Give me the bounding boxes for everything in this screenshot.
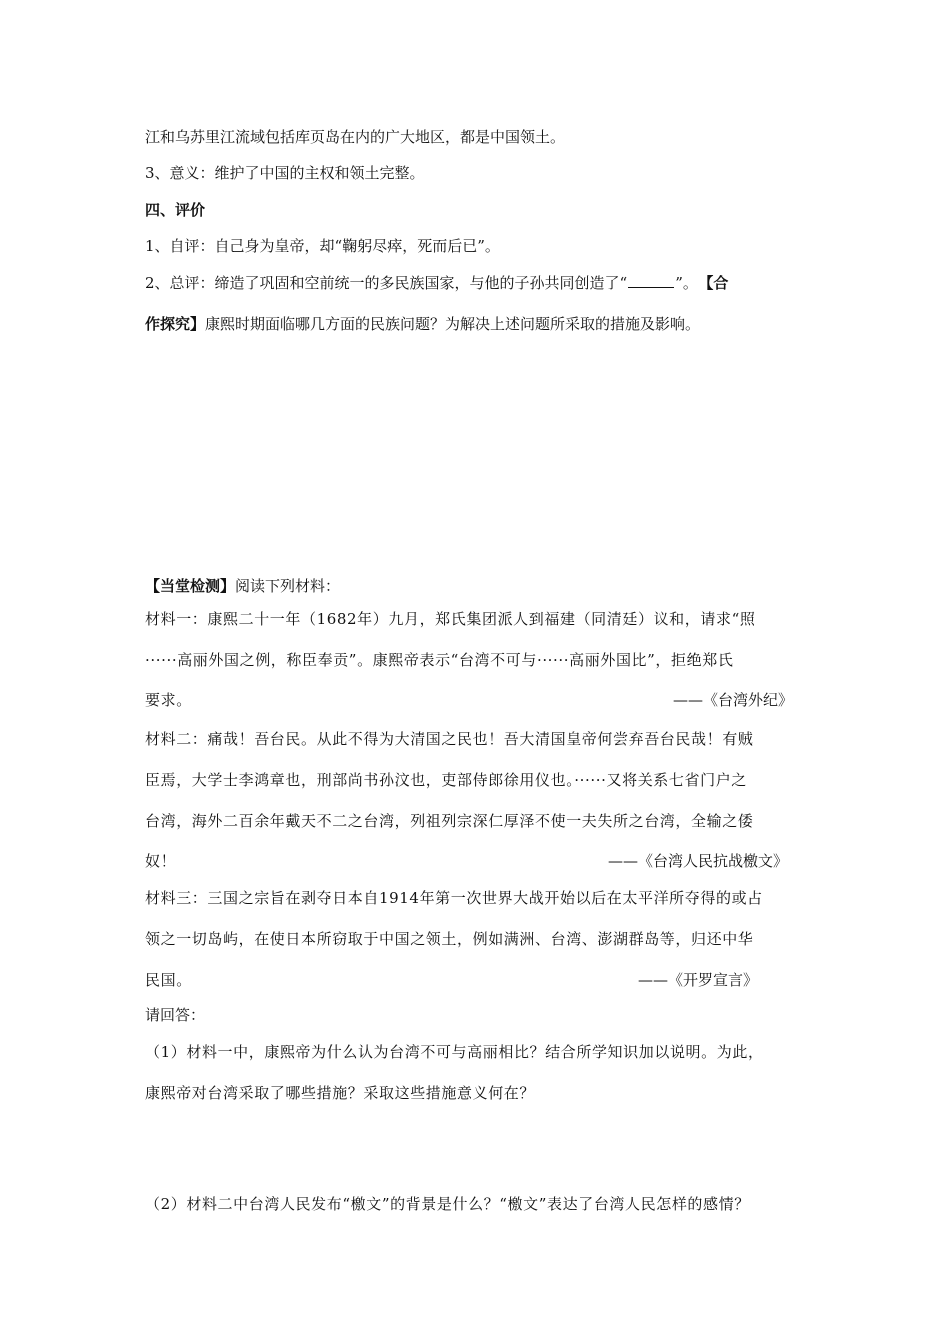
self-evaluation: 1、自评：自己身为皇帝，却“鞠躬尽瘁，死而后已”。 xyxy=(145,237,500,255)
material-1-line: ······高丽外国之例，称臣奉贡”。康熙帝表示“台湾不可与······高丽外国比”，拒绝郑氏 xyxy=(145,651,734,669)
classroom-check xyxy=(145,576,340,596)
material-3-line: 领之一切岛屿，在使日本所窃取于中国之领土，例如满洲、台湾、澎湖群岛等，归还中华 xyxy=(145,930,754,948)
overall-evaluation-text: 2、总评：缔造了巩固和空前统一的多民族国家，与他的子孙共同创造了“ xyxy=(145,274,628,292)
cooperative-inquiry xyxy=(145,314,700,334)
material-3-line: 材料三：三国之宗旨在剥夺日本自1914年第一次世界大战开始以后在太平洋所夺得的或占 xyxy=(145,889,763,907)
cooperative-inquiry-text: 康熙时期面临哪几方面的民族问题？为解决上述问题所采取的措施及影响。 xyxy=(205,315,701,333)
cooperative-inquiry-label-b: 作探究】 xyxy=(145,315,206,333)
material-3-source: ——《开罗宣言》 xyxy=(638,971,759,989)
material-2-line: 台湾，海外二百余年戴天不二之台湾，列祖列宗深仁厚泽不使一夫失所之台湾，全输之倭 xyxy=(145,812,754,830)
material-2-line: 臣焉，大学士李鸿章也，刑部尚书孙汶也，吏部侍郎徐用仪也。······又将关系七省门户之 xyxy=(145,771,747,789)
question-1-line: （1）材料一中，康熙帝为什么认为台湾不可与高丽相比？结合所学知识加以说明。为此， xyxy=(145,1043,764,1061)
material-2-source: ——《台湾人民抗战檄文》 xyxy=(608,852,789,870)
meaning-point: 3、意义：维护了中国的主权和领土完整。 xyxy=(145,164,425,182)
material-2-line: 奴！ xyxy=(145,852,177,870)
cooperative-inquiry-label-a: 【合 xyxy=(705,274,729,292)
material-1-source: ——《台湾外纪》 xyxy=(673,691,794,709)
question-2: （2）材料二中台湾人民发布“檄文”的背景是什么？“檄文”表达了台湾人民怎样的感情？ xyxy=(145,1195,750,1213)
answer-prompt: 请回答： xyxy=(145,1006,206,1024)
classroom-check-label: 【当堂检测】 xyxy=(145,577,236,595)
material-1-line: 要求。 xyxy=(145,691,192,709)
classroom-check-intro: 阅读下列材料： xyxy=(235,577,341,595)
question-1-line: 康熙帝对台湾采取了哪些措施？采取这些措施意义何在？ xyxy=(145,1084,536,1102)
material-1-line: 材料一：康熙二十一年（1682年）九月，郑氏集团派人到福建（同清廷）议和，请求“照 xyxy=(145,610,756,628)
material-2-line: 材料二：痛哉！吾台民。从此不得为大清国之民也！吾大清国皇帝何尝弃吾台民哉！有贼 xyxy=(145,730,754,748)
text-line: 江和乌苏里江流域包括库页岛在内的广大地区，都是中国领土。 xyxy=(145,128,566,146)
overall-evaluation xyxy=(145,273,728,293)
overall-evaluation-end: ”。 xyxy=(675,274,698,292)
section-heading-evaluation: 四、评价 xyxy=(145,201,206,219)
fill-blank[interactable] xyxy=(628,273,674,288)
material-3-line: 民国。 xyxy=(145,971,192,989)
